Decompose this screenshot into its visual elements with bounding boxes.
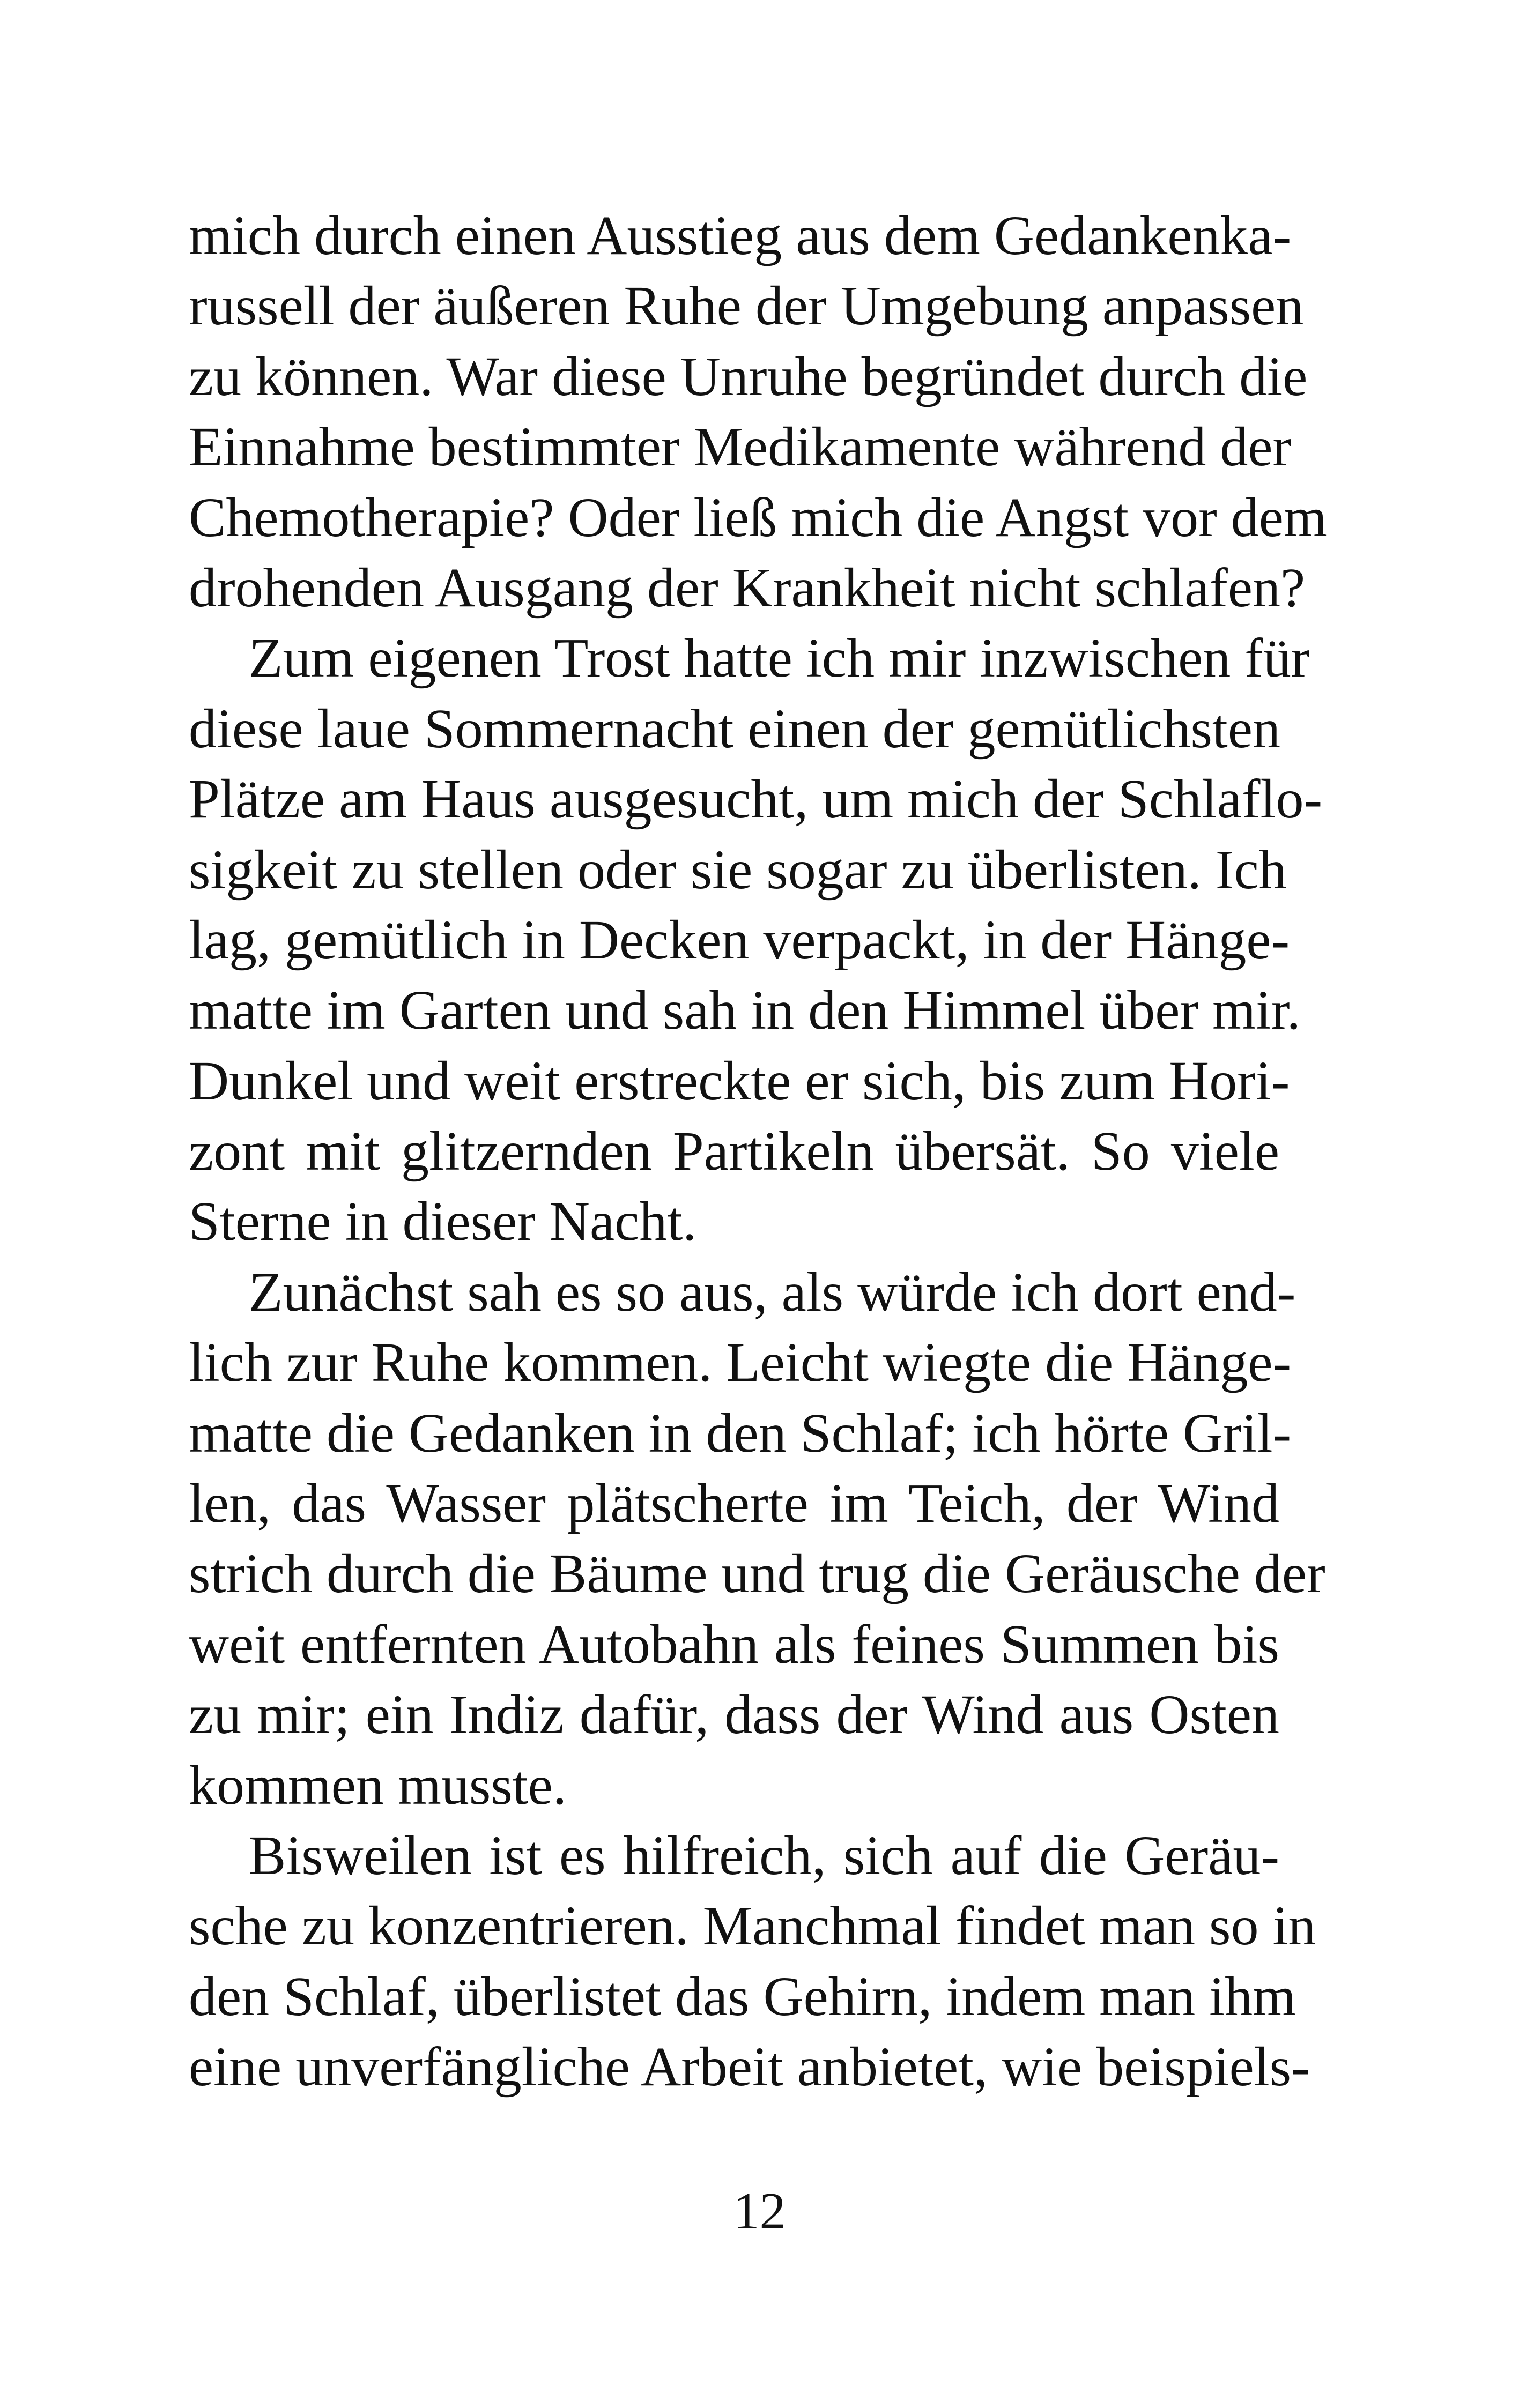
body-text [189,200,1327,2102]
text-line: len, das Wasser plätscherte im Teich, der Wind [189,1473,1279,1535]
text-line: lag, gemütlich in Decken verpackt, in der Hänge- [189,909,1290,971]
text-line: mich durch einen Ausstieg aus dem Gedankenka- [189,205,1292,266]
text-line: diese laue Sommernacht einen der gemütlichsten [189,697,1280,760]
text-line: Plätze am Haus ausgesucht, um mich der Schlaflo- [189,768,1323,830]
text-line: weit entfernten Autobahn als feines Summen bis [189,1613,1279,1675]
text-line: Einnahme bestimmter Medikamente während der [189,416,1292,478]
text-line: drohenden Ausgang der Krankheit nicht schlafen? [189,556,1306,619]
text-line: Sterne in dieser Nacht. [189,1191,697,1253]
text-line: Chemotherapie? Oder ließ mich die Angst vor dem [189,486,1327,548]
text-line: eine unverfängliche Arbeit anbietet, wie beispiels- [189,2036,1310,2098]
text-line: Dunkel und weit erstreckte er sich, bis zum Hori- [189,1050,1290,1112]
text-line: russell der äußeren Ruhe der Umgebung anpassen [189,275,1304,337]
text-line: matte die Gedanken in den Schlaf; ich hörte Gril- [189,1402,1292,1464]
text-line: matte im Garten und sah in den Himmel über mir. [189,979,1301,1042]
text-line: sigkeit zu stellen oder sie sogar zu überlisten. Ich [189,838,1287,901]
text-line: zont mit glitzernden Partikeln übersät. So viele [189,1120,1279,1183]
text-line: Zunächst sah es so aus, als würde ich dort end- [249,1261,1296,1323]
text-line: lich zur Ruhe kommen. Leicht wiegte die Hänge- [189,1332,1292,1394]
text-line: sche zu konzentrieren. Manchmal findet man so in [189,1895,1316,1957]
text-line: zu mir; ein Indiz dafür, dass der Wind aus Osten [189,1684,1279,1746]
text-line: zu können. War diese Unruhe begründet durch die [189,345,1308,407]
text-line: kommen musste. [189,1754,567,1816]
text-line: strich durch die Bäume und trug die Geräusche der [189,1543,1325,1605]
text-line: den Schlaf, überlistet das Gehirn, indem man ihm [189,1965,1296,2027]
text-line: Bisweilen ist es hilfreich, sich auf die Geräu- [249,1824,1279,1886]
page-number: 12 [733,2182,786,2240]
text-line: Zum eigenen Trost hatte ich mir inzwischen für [249,627,1310,689]
